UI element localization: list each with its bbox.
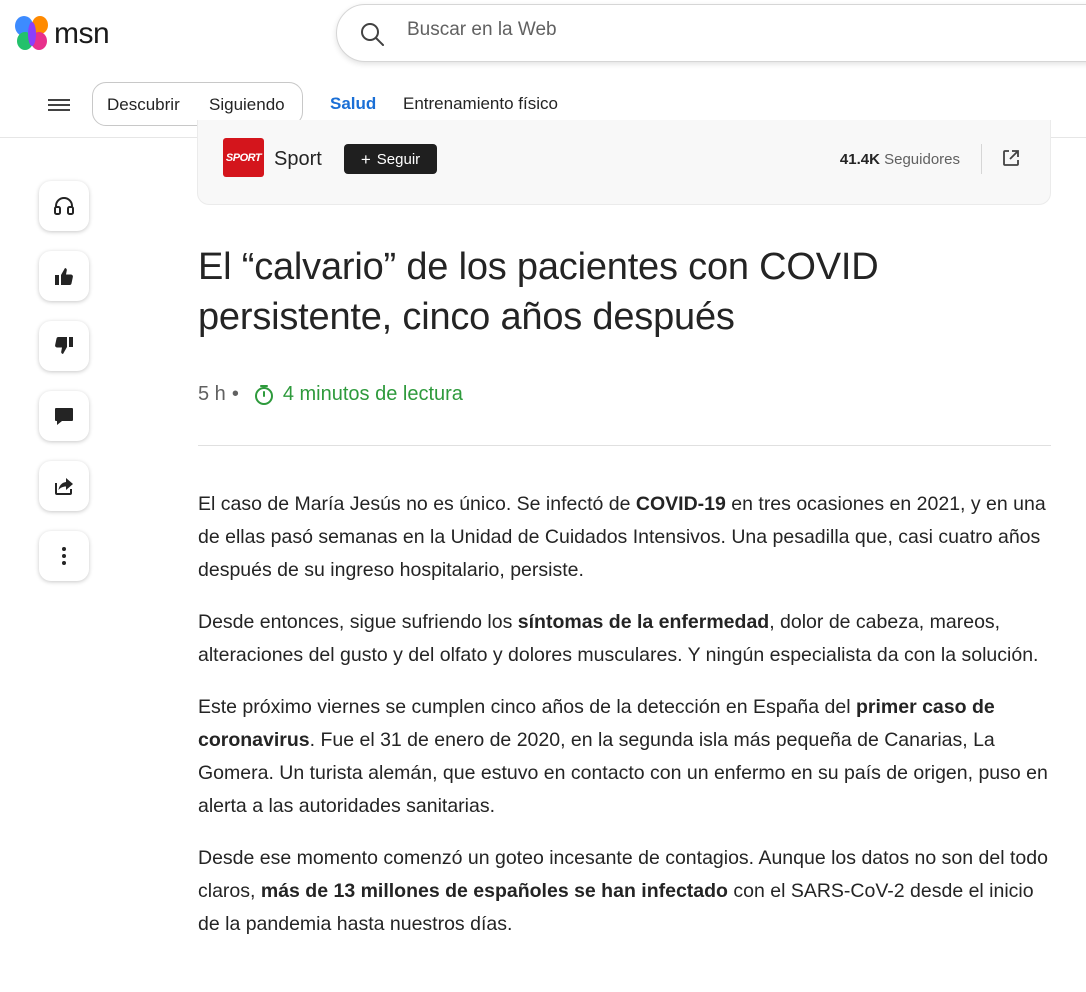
paragraph-text: . Fue el 31 de enero de 2020, en la segunda isla más pequeña de Canarias, La Gomera. Un turista alemán, que estuvo en contacto con un enfermo en su país de origen, puso en alerta a las autoridades sanitarias. xyxy=(198,729,1048,817)
paragraph-text: , dolor de cabeza, mareos, alteraciones del gusto y del olfato y dolores musculares. Y ningún especialista da con la solución. xyxy=(198,611,1039,666)
top-bar xyxy=(0,0,1086,70)
search-box[interactable] xyxy=(336,4,1086,62)
article-age: 5 h xyxy=(198,383,226,405)
meta-separator: • xyxy=(231,383,239,405)
share-icon xyxy=(52,474,76,498)
header-divider xyxy=(198,445,1051,446)
menu-icon[interactable] xyxy=(48,96,70,114)
nav-link-entrenamiento[interactable]: Entrenamiento físico xyxy=(403,94,558,113)
thumbs-down-icon xyxy=(52,334,76,358)
like-button[interactable] xyxy=(39,251,89,301)
bold-text: COVID-19 xyxy=(635,493,726,515)
divider xyxy=(981,144,982,174)
article-title: El “calvario” de los pacientes con COVID persistente, cinco años después xyxy=(198,246,879,338)
paragraph-text: en tres ocasiones en 2021, y en una de ellas pasó semanas en la Unidad de Cuidados Intensivos. Una pesadilla que, casi cuatro años después de su ingreso hospitalario, persiste. xyxy=(198,493,1046,581)
more-options-button[interactable] xyxy=(39,531,89,581)
followers-number: 41.4K xyxy=(839,151,880,168)
publisher-card xyxy=(197,120,1051,205)
article-paragraph xyxy=(198,488,1051,587)
article-paragraph xyxy=(198,606,1051,672)
msn-logo[interactable] xyxy=(12,14,109,54)
bold-text: síntomas de la enfermedad xyxy=(517,611,770,633)
paragraph-text: con el SARS-CoV-2 desde el inicio de la pandemia hasta nuestros días. xyxy=(198,880,1034,935)
share-button[interactable] xyxy=(39,461,89,511)
followers-count xyxy=(840,151,960,168)
article-body xyxy=(198,488,1051,960)
comment-button[interactable] xyxy=(39,391,89,441)
article-paragraph xyxy=(198,842,1051,941)
bold-text: primer caso de coronavirus xyxy=(198,696,995,751)
search-input[interactable] xyxy=(407,19,1007,41)
publisher-name[interactable]: Sport xyxy=(274,148,322,170)
bold-text: más de 13 millones de españoles se han infectado xyxy=(260,880,728,902)
nav-link-salud[interactable]: Salud xyxy=(330,94,377,113)
article-paragraph xyxy=(198,691,1051,823)
follow-button[interactable] xyxy=(344,144,437,174)
thumbs-up-icon xyxy=(52,264,76,288)
search-icon[interactable] xyxy=(359,21,385,47)
external-link-icon[interactable] xyxy=(1001,148,1021,168)
dislike-button[interactable] xyxy=(39,321,89,371)
headphones-icon xyxy=(52,194,76,218)
brand-name: msn xyxy=(54,17,110,50)
listen-button[interactable] xyxy=(39,181,89,231)
paragraph-text: El caso de María Jesús no es único. Se infectó de xyxy=(198,493,636,515)
timer-icon xyxy=(253,384,275,406)
comment-icon xyxy=(52,404,76,428)
more-vertical-icon xyxy=(52,544,76,568)
paragraph-text: Desde ese momento comenzó un goteo incesante de contagios. Aunque los datos no son del todo claros, xyxy=(198,847,1048,902)
follow-label: Seguir xyxy=(376,150,421,168)
paragraph-text: Este próximo viernes se cumplen cinco años de la detección en España del xyxy=(198,696,856,718)
plus-icon: + xyxy=(360,149,371,169)
publisher-logo[interactable]: SPORT xyxy=(223,138,264,177)
article-meta xyxy=(198,383,463,406)
paragraph-text: Desde entonces, sigue sufriendo los xyxy=(198,611,518,633)
tab-siguiendo[interactable]: Siguiendo xyxy=(209,95,285,114)
butterfly-logo-icon xyxy=(12,14,52,54)
tab-descubrir[interactable]: Descubrir xyxy=(107,95,180,114)
read-time: 4 minutos de lectura xyxy=(282,383,463,405)
followers-label: Seguidores xyxy=(884,151,960,168)
